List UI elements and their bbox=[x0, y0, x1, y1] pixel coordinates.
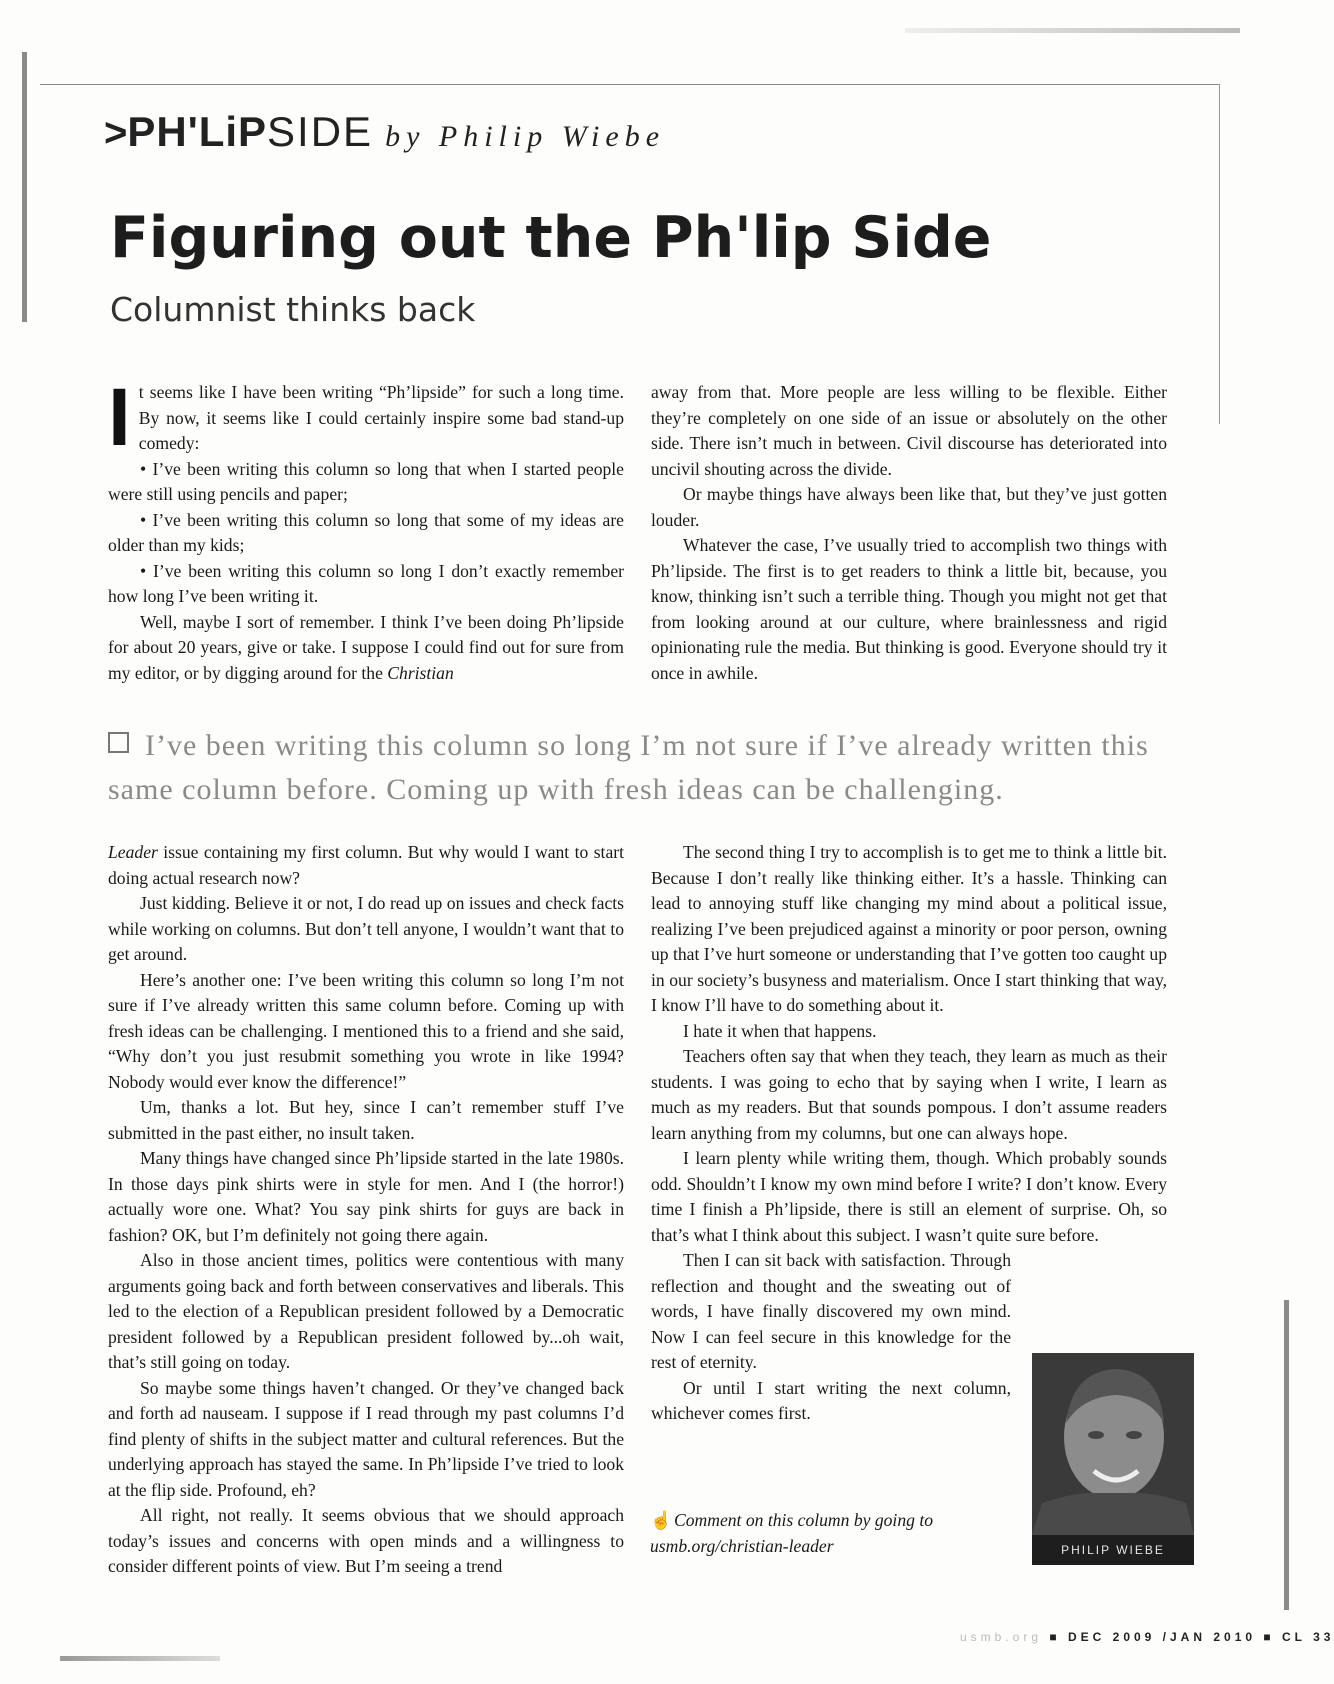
page-folio bbox=[960, 1630, 1334, 1644]
paragraph: Just kidding. Believe it or not, I do read up on issues and check facts while working on columns. But don’t tell anyone, I wouldn’t want that to get around. bbox=[108, 893, 624, 964]
paragraph: It seems like I have been writing “Ph’lipside” for such a long time. By now, it seems like I could certainly inspire some bad stand-up comedy: bbox=[108, 372, 624, 463]
folio-separator-icon: ■ bbox=[1049, 1630, 1061, 1644]
paragraph: Also in those ancient times, politics were contentious with many arguments going back and forth between conservatives and liberals. This led to the election of a Republican president followed by a Democratic president followed by a Republican president followed by...oh wait, that’s still going on today. bbox=[108, 1250, 624, 1372]
headline: Figuring out the Ph'lip Side bbox=[110, 205, 992, 271]
paragraph: Um, thanks a lot. But hey, since I can’t remember stuff I’ve submitted in the past either, no insult taken. bbox=[108, 1097, 624, 1143]
square-bullet-icon bbox=[108, 732, 129, 753]
drop-cap: I bbox=[108, 372, 131, 463]
paragraph: Here’s another one: I’ve been writing this column so long I’m not sure if I’ve already written this same column before. Coming up with fresh ideas can be challenging. I mentioned this to a friend and she said, “Why don’t you just resubmit something you wrote in like 1994? Nobody would ever know the difference!” bbox=[108, 969, 624, 1092]
header-rule-right bbox=[1219, 84, 1220, 424]
paragraph: Many things have changed since Ph’lipside started in the late 1980s. In those days pink shirts were in style for men. And I (the horror!) actually wore one. What? You say pink shirts for guys are back in fashion? OK, but I’m definitely not going there again. bbox=[108, 1148, 624, 1245]
paragraph: Or maybe things have always been like that, but they’ve just gotten louder. bbox=[651, 484, 1167, 530]
paragraph: Then I can sit back with satisfaction. Through reflection and thought and the sweating out of words, I have finally discovered my own mind. Now I can feel secure in this knowledge for the rest of eternity. bbox=[651, 1250, 1011, 1372]
kicker-bold: PH'LiP bbox=[127, 108, 268, 155]
wrapped-text bbox=[651, 1248, 1011, 1427]
folio-site: usmb.org bbox=[960, 1630, 1043, 1644]
mouse-pointer-icon: ☝ bbox=[650, 1510, 672, 1530]
bullet-item: • I’ve been writing this column so long that some of my ideas are older than my kids; bbox=[108, 509, 624, 555]
folio-separator-icon: ■ bbox=[1263, 1630, 1275, 1644]
kicker-arrow: > bbox=[104, 111, 128, 155]
bullet-item: • I’ve been writing this column so long that when I started people were still using pencils and paper; bbox=[108, 458, 624, 504]
folio-page: CL 33 bbox=[1281, 1630, 1334, 1644]
column-3 bbox=[108, 840, 624, 1580]
paragraph: Or until I start writing the next column, whichever comes first. bbox=[651, 1377, 1011, 1423]
portrait-icon bbox=[1032, 1353, 1194, 1535]
comment-note bbox=[650, 1508, 1020, 1559]
paragraph: Well, maybe I sort of remember. I think I’ve been doing Ph’lipside for about 20 years, give or take. I suppose I could find out for sure from my editor, or by digging around for the Christian bbox=[108, 611, 624, 683]
top-mark bbox=[905, 28, 1240, 33]
folio-date: DEC 2009 /JAN 2010 bbox=[1067, 1630, 1257, 1644]
subhead: Columnist thinks back bbox=[110, 290, 476, 329]
photo-caption: PHILIP WIEBE bbox=[1032, 1535, 1194, 1565]
paragraph: I learn plenty while writing them, though. Which probably sounds odd. Shouldn’t I know my own mind before I write? I don’t know. Every time I finish a Ph’lipside, there is still an element of surprise. Oh, so that’s what I think about this subject. I wasn’t quite sure before. bbox=[651, 1148, 1167, 1245]
column-1 bbox=[108, 372, 624, 686]
paragraph: away from that. More people are less willing to be flexible. Either they’re completely on one side of an issue or absolutely on the other side. There isn’t much in between. Civil discourse has deteriorated into uncivil shouting across the divide. bbox=[651, 382, 1167, 479]
byline: by Philip Wiebe bbox=[385, 120, 666, 153]
bottom-scan-bar bbox=[60, 1656, 220, 1661]
column-kicker bbox=[104, 108, 665, 168]
paragraph: I hate it when that happens. bbox=[683, 1020, 877, 1041]
paragraph: Whatever the case, I’ve usually tried to accomplish two things with Ph’lipside. The first is to get readers to think a little bit, because, you know, thinking isn’t such a terrible thing. Though you might not get that from looking around at our culture, where brainlessness and rigid opinionating rule the media. But thinking is good. Everyone should try it once in awhile. bbox=[651, 535, 1167, 683]
left-scan-bar bbox=[22, 52, 27, 322]
header-rule bbox=[40, 84, 1220, 85]
column-2 bbox=[651, 380, 1167, 686]
paragraph: Teachers often say that when they teach, they learn as much as their students. I was going to echo that by saying when I write, I learn as much as my readers. But that sounds pompous. I don’t assume readers learn anything from my columns, but one can always hope. bbox=[651, 1046, 1167, 1143]
comment-link[interactable]: Comment on this column by going to usmb.org/christian-leader bbox=[650, 1510, 934, 1556]
paragraph: Leader issue containing my first column. But why would I want to start doing actual research now? bbox=[108, 842, 624, 888]
paragraph: All right, not really. It seems obvious that we should approach today’s issues and concerns with open minds and a willingness to consider different points of view. But I’m seeing a trend bbox=[108, 1505, 624, 1576]
right-scan-bar bbox=[1284, 1300, 1289, 1610]
kicker-light: SIDE bbox=[267, 108, 374, 155]
pull-quote: I’ve been writing this column so long I’m not sure if I’ve already written this same column before. Coming up with fresh ideas can be challenging. bbox=[108, 729, 1149, 806]
paragraph: The second thing I try to accomplish is to get me to think a little bit. Because I don’t really like thinking either. It’s a hassle. Thinking can lead to annoying stuff like changing my mind about a political issue, realizing I’ve been prejudiced against a minority or poor person, owning up that I’ve hurt someone or understanding that I’ve gotten too caught up in our society’s busyness and materialism. Once I start thinking that way, I know I’ll have to do something about it. bbox=[651, 842, 1167, 1015]
author-photo bbox=[1032, 1353, 1194, 1565]
column-4 bbox=[651, 840, 1167, 1427]
paragraph: So maybe some things haven’t changed. Or they’ve changed back and forth ad nauseam. I suppose if I read through my past columns I’d find plenty of shifts in the subject matter and cultural references. But the underlying approach has stayed the same. In Ph’lipside I’ve tried to look at the flip side. Profound, eh? bbox=[108, 1377, 624, 1500]
bullet-item: • I’ve been writing this column so long I don’t exactly remember how long I’ve been writing it. bbox=[108, 560, 624, 606]
